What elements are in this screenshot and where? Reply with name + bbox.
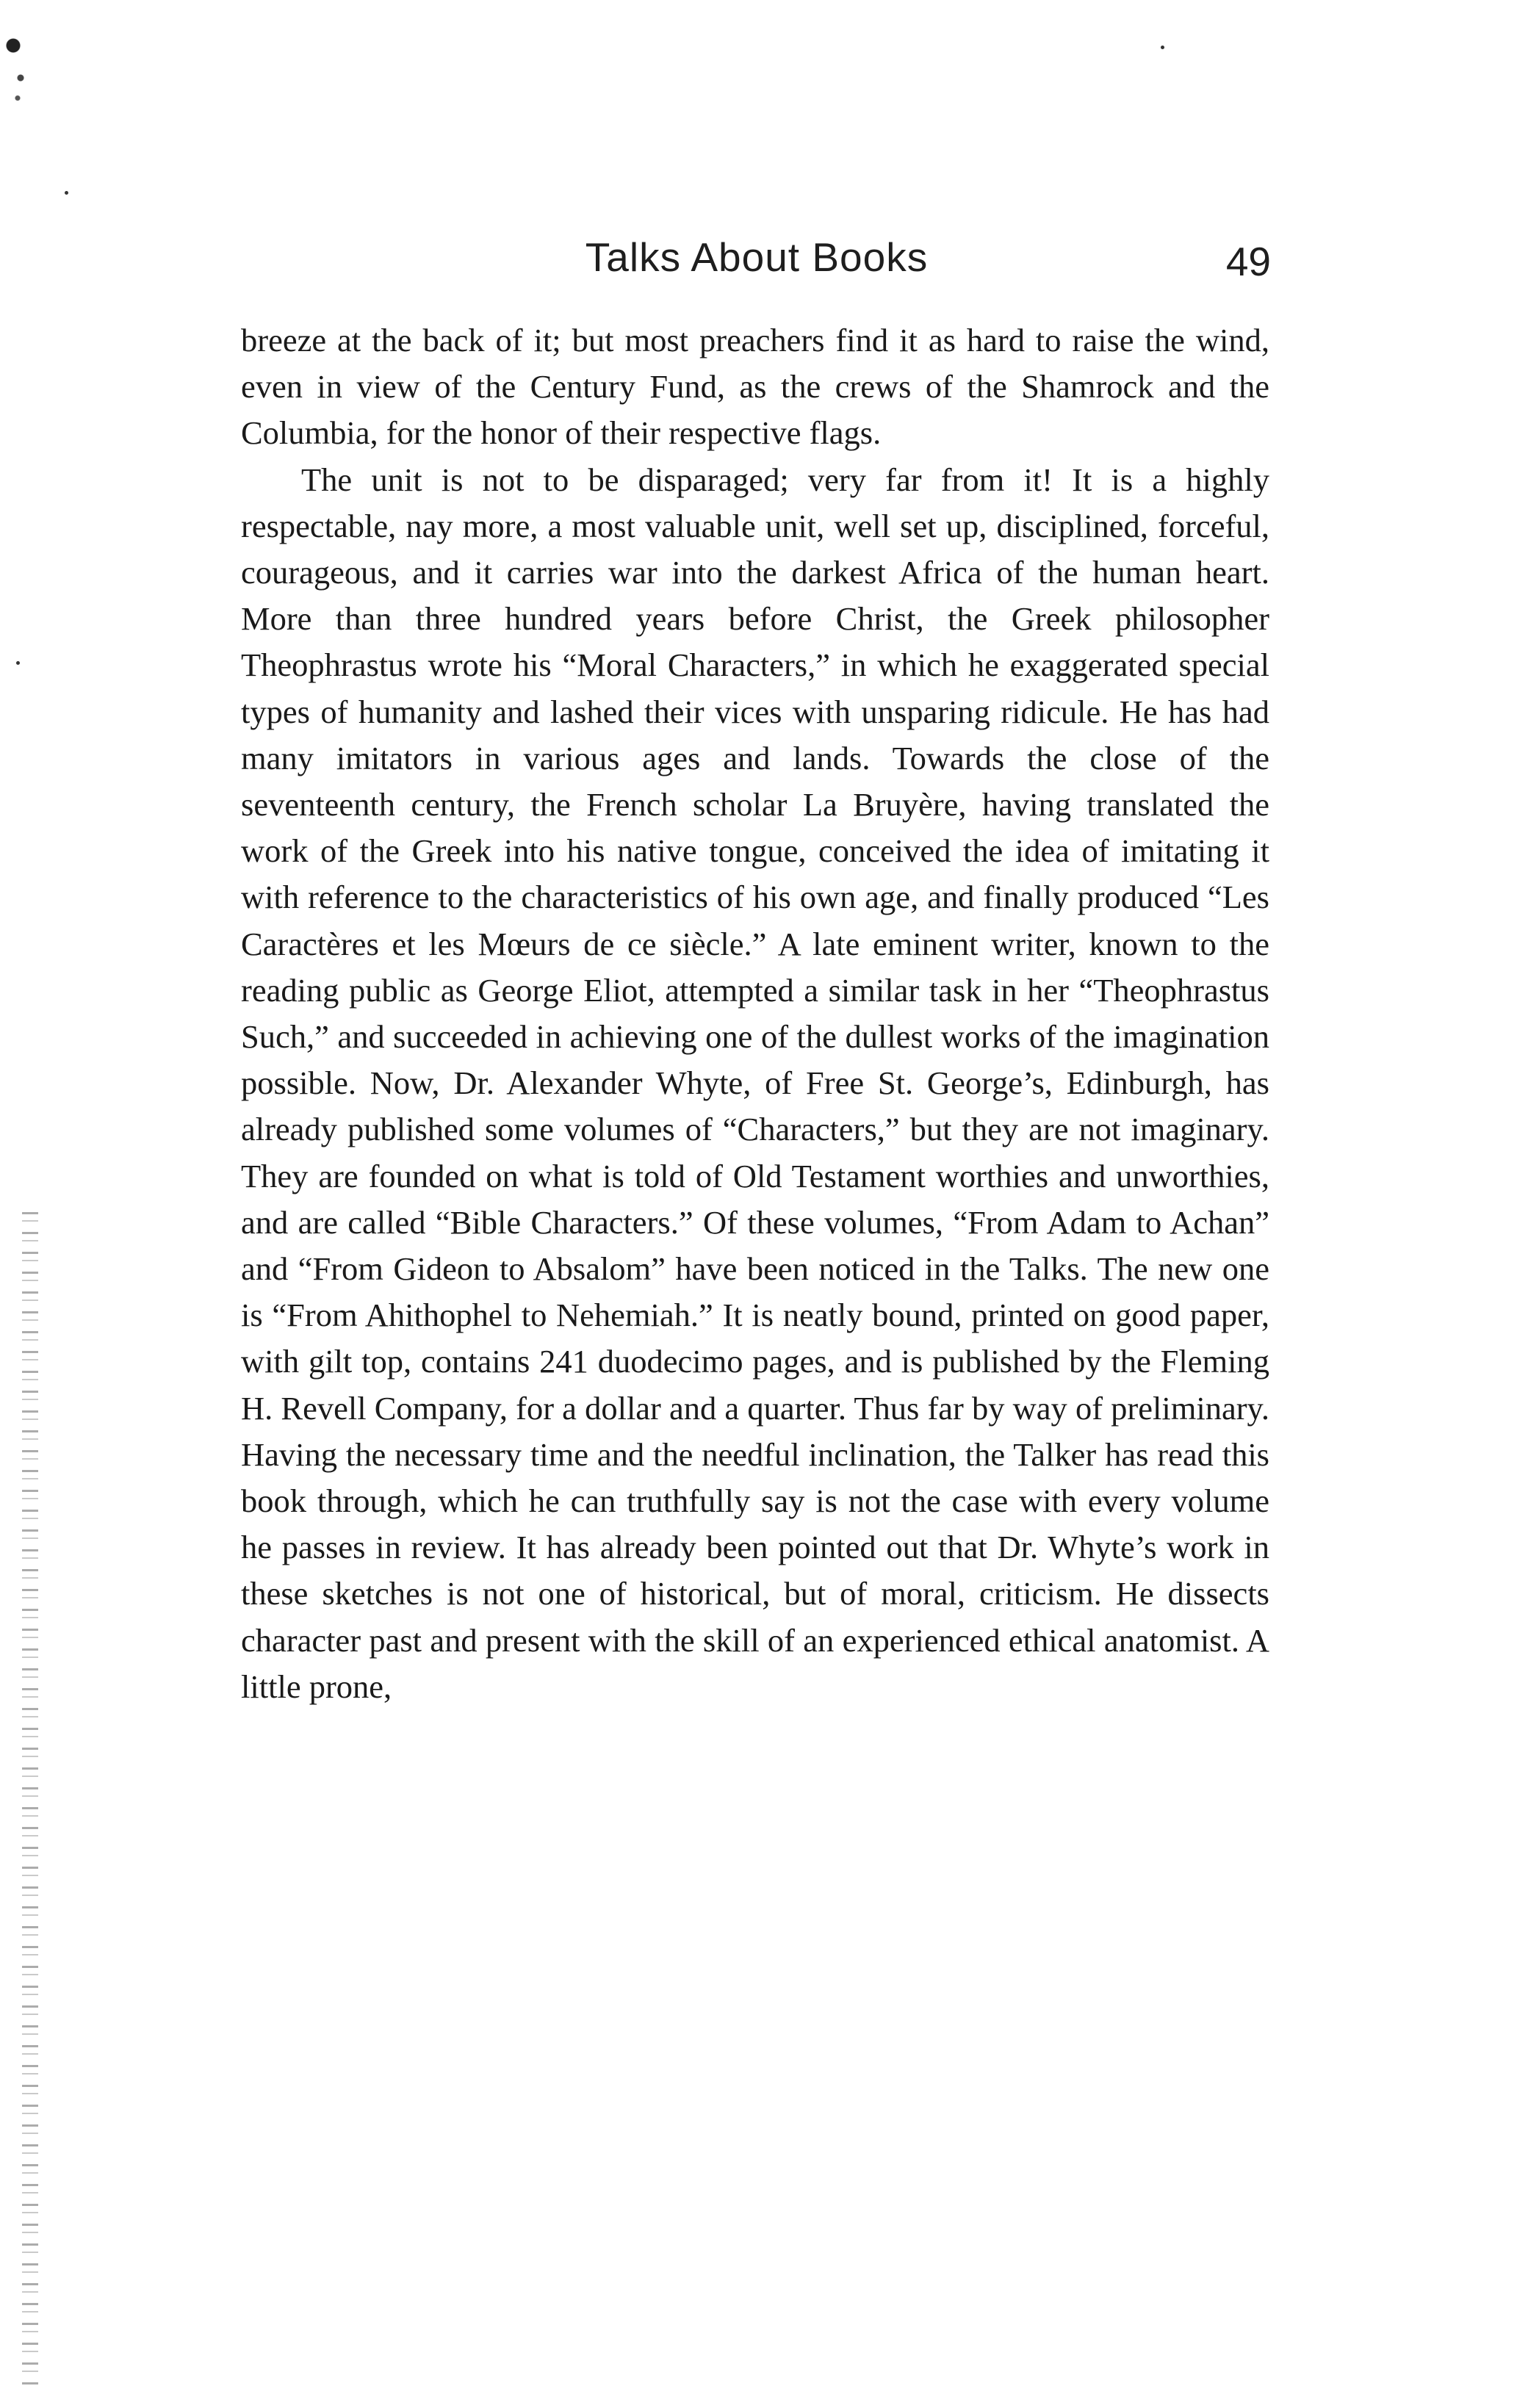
scan-speck — [65, 191, 68, 195]
running-title: Talks About Books — [585, 234, 929, 280]
binding-edge-speckle — [22, 1212, 38, 2387]
page-number: 49 — [1225, 239, 1271, 284]
scan-corner-mark — [4, 29, 34, 110]
paragraph: The unit is not to be disparaged; very far from it! It is a highly respectable, nay more, a most valuable unit, well set up, disciplined, forceful, courageous, and it carries war into the darkest Africa of the human heart. More than three hundred years before Christ, the Greek philosopher Theophrastus wrote his “Moral Characters,” in which he exaggerated special types of humanity and lashed their vices with unsparing ridicule. He has had many imitators in various ages and lands. Towards the close of the seventeenth century, the French scholar La Bruyère, having translated the work of the Greek into his native tongue, conceived the idea of imitating it with reference to the characteristics of his own age, and finally produced “Les Caractères et les Mœurs de ce siècle.” A late eminent writer, known to the reading public as George Eliot, attempted a similar task in her “Theophrastus Such,” and succeeded in achieving one of the dullest works of the imagination possible. Now, Dr. Alexander Whyte, of Free St. George’s, Edinburgh, has already published some volumes of “Characters,” but they are not imaginary. They are founded on what is told of Old Testament worthies and unworthies, and are called “Bible Characters.” Of these volumes, “From Adam to Achan” and “From Gideon to Absalom” have been noticed in the Talks. The new one is “From Ahithophel to Nehemiah.” It is neatly bound, printed on good paper, with gilt top, contains 241 duodecimo pages, and is published by the Fleming H. Revell Company, for a dollar and a quarter. Thus far by way of preliminary. Having the necessary time and the needful inclination, the Talker has read this book through, which he can truthfully say is not the case with every volume he passes in review. It has already been pointed out that Dr. Whyte’s work in these sketches is not one of historical, but of moral, criticism. He dissects character past and present with the skill of an experienced ethical anatomist. A little prone, — [241, 461, 1269, 1705]
paragraph-continued: breeze at the back of it; but most preachers find it as hard to raise the wind, even in view of the Century Fund, as the crews of the Shamrock and the Columbia, for the honor of their respective flags. — [241, 322, 1269, 452]
scan-speck — [16, 661, 20, 665]
body-text — [241, 317, 1269, 1710]
running-header — [242, 234, 1271, 292]
scan-speck — [1161, 46, 1164, 49]
